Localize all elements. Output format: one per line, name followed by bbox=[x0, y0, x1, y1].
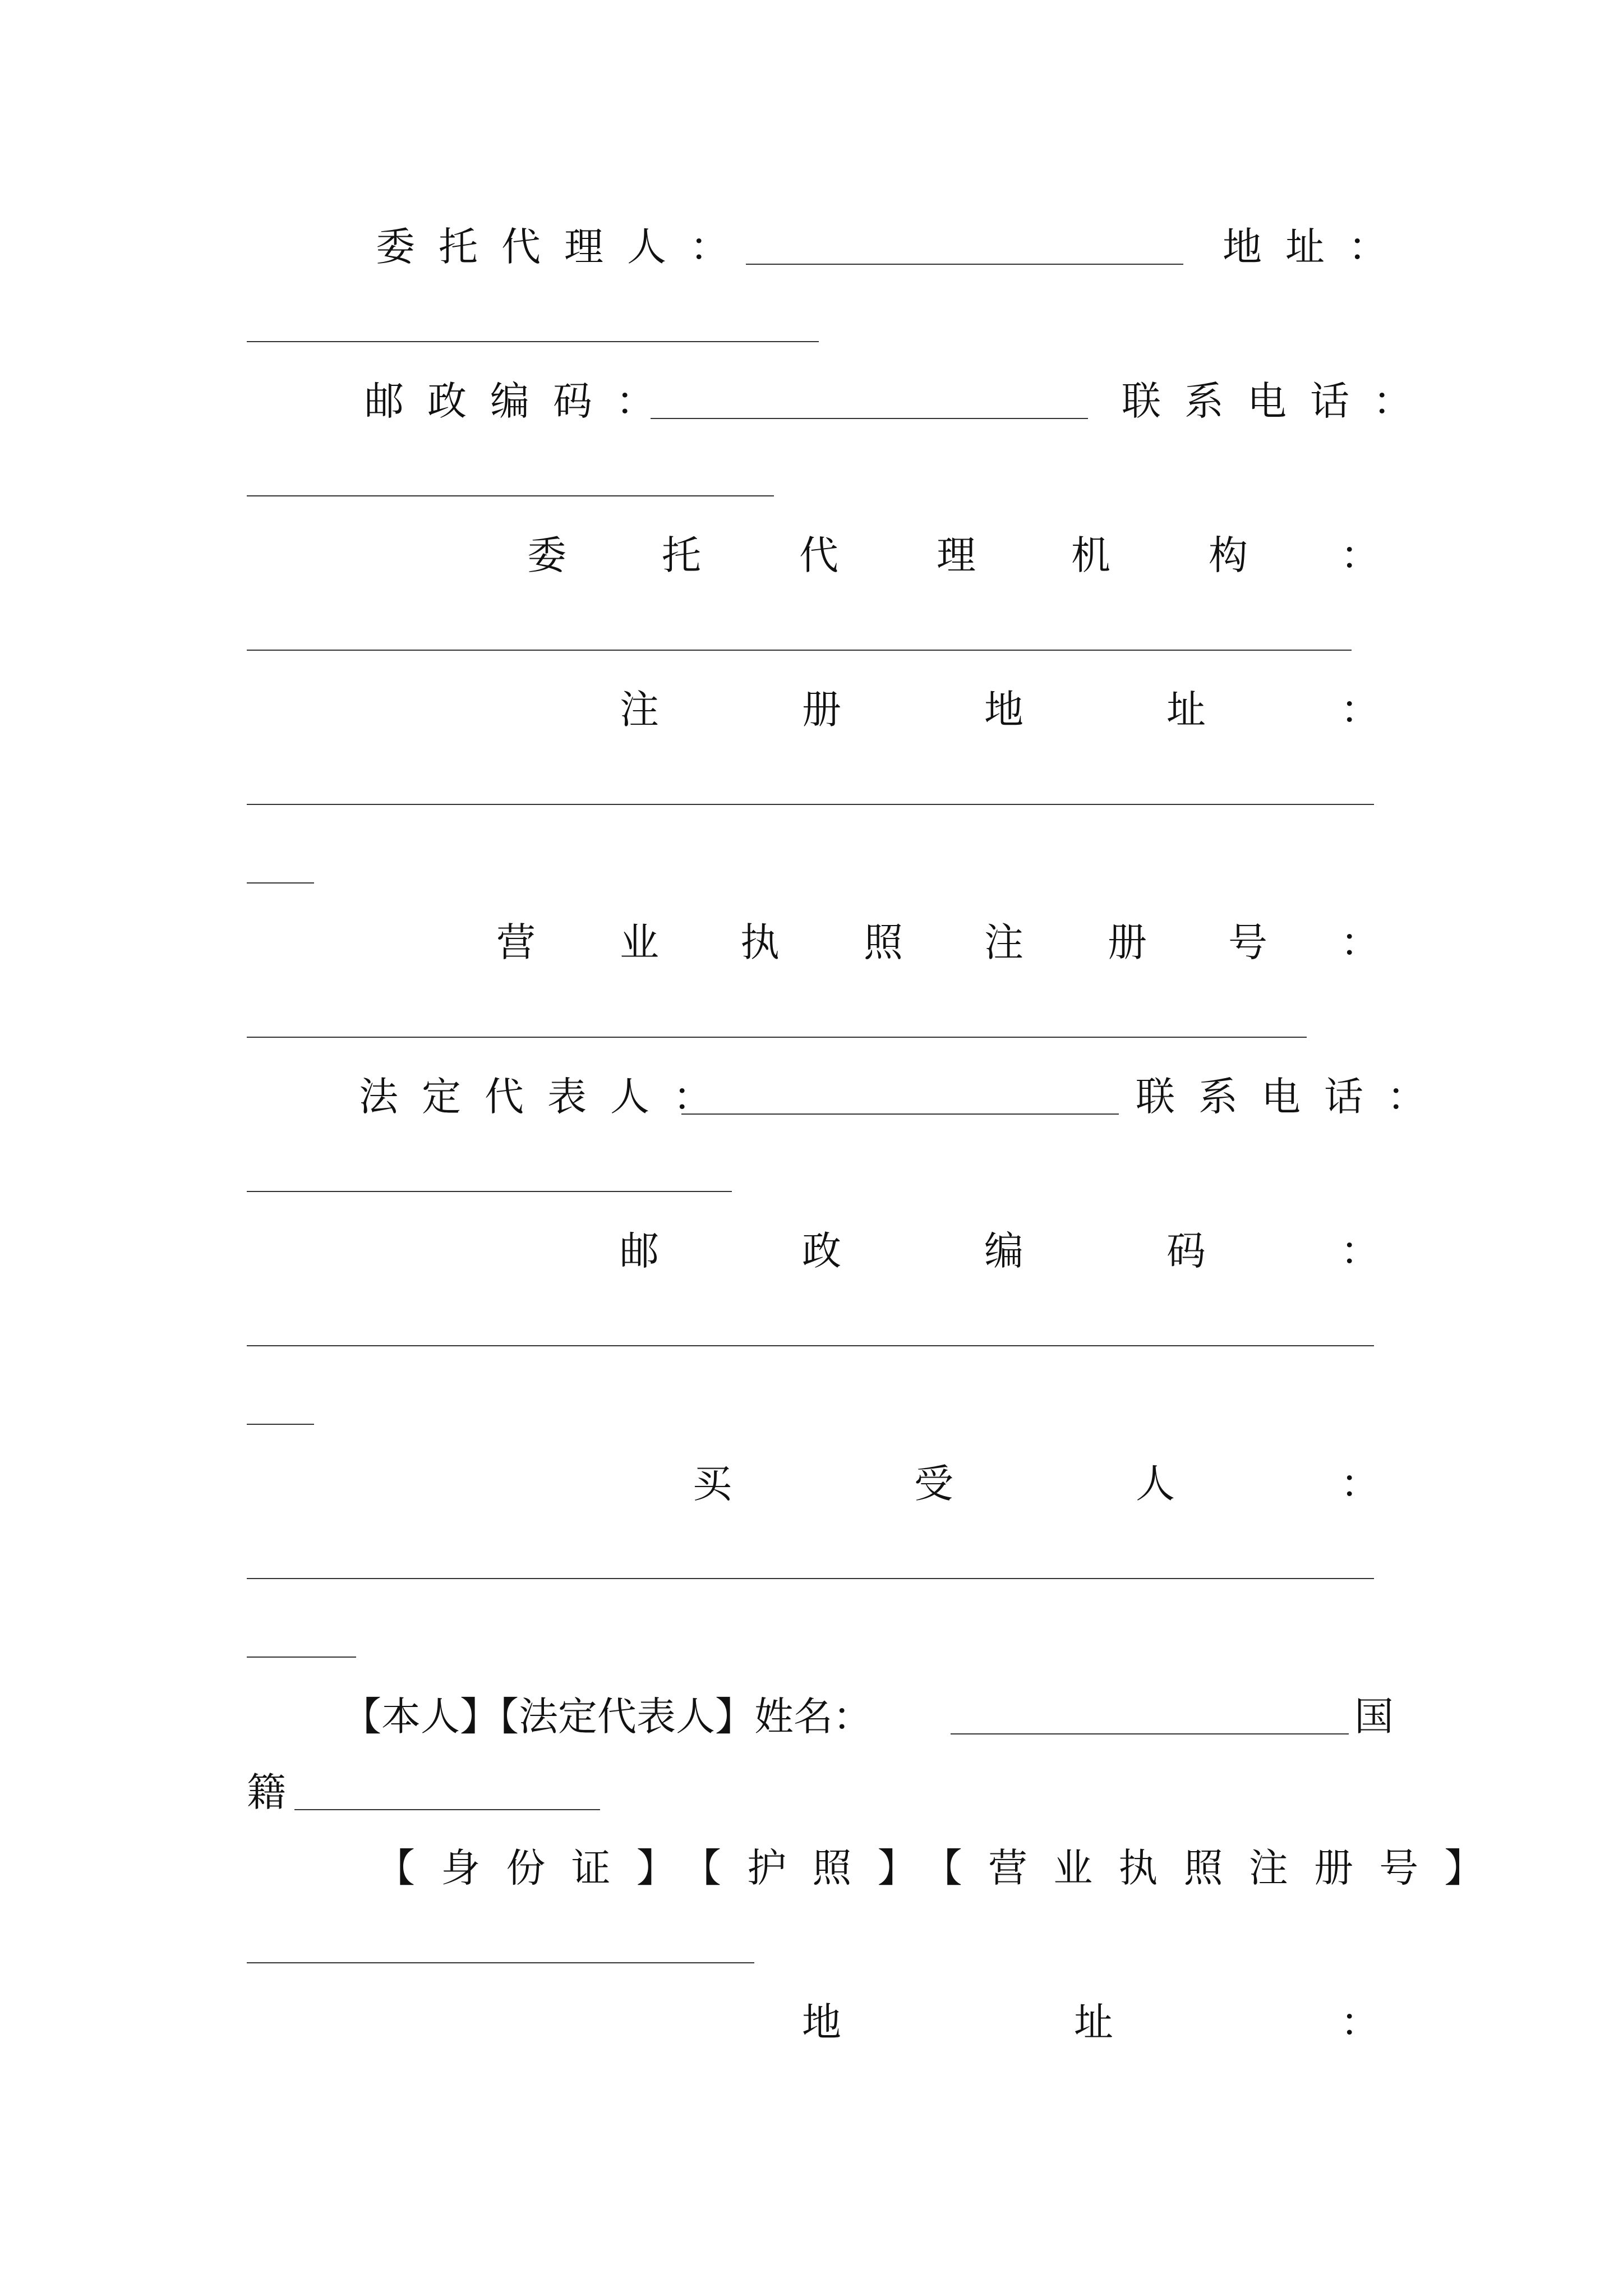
agency-char: 构 bbox=[1209, 532, 1248, 578]
nationality-row bbox=[247, 1759, 1374, 1826]
agent-postal-blank[interactable] bbox=[651, 418, 1088, 419]
nationality-label-end: 籍 bbox=[247, 1769, 286, 1815]
id-docs-label: 【身份证】【护照】【营业执照注册号】 bbox=[376, 1845, 1510, 1891]
agency-char: 委 bbox=[527, 532, 566, 578]
postal-code-char: 码 bbox=[1166, 1228, 1206, 1274]
nationality-blank[interactable] bbox=[294, 1809, 600, 1810]
business-license-char: 号 bbox=[1228, 919, 1267, 965]
buyer-char: ： bbox=[1340, 1461, 1380, 1507]
agent-phone-blank[interactable] bbox=[247, 495, 774, 496]
agency-blank[interactable] bbox=[247, 650, 1352, 651]
registered-address-char: 注 bbox=[620, 687, 659, 733]
buyer-char: 人 bbox=[1136, 1461, 1175, 1507]
postal-code-char: 政 bbox=[802, 1228, 841, 1274]
legal-rep-label: 法定代表人： bbox=[359, 1074, 736, 1120]
registered-address-char: 地 bbox=[984, 687, 1023, 733]
agency-char: 理 bbox=[937, 532, 976, 578]
postal-code-row bbox=[247, 1217, 1380, 1285]
registered-address-char: 址 bbox=[1166, 687, 1206, 733]
agent-address-blank[interactable] bbox=[247, 341, 819, 342]
agency-char: 机 bbox=[1071, 532, 1110, 578]
business-license-char: ： bbox=[1340, 919, 1380, 965]
postal-code-blank[interactable] bbox=[247, 1345, 1374, 1346]
buyer-blank[interactable] bbox=[247, 1578, 1374, 1579]
buyer-address-row bbox=[247, 1989, 1380, 2056]
business-license-char: 照 bbox=[864, 919, 903, 965]
business-license-char: 册 bbox=[1108, 919, 1147, 965]
registered-address-char: ： bbox=[1340, 687, 1380, 733]
legal-rep-phone-blank[interactable] bbox=[247, 1191, 732, 1192]
buyer-char: 受 bbox=[914, 1461, 953, 1507]
agency-char: ： bbox=[1340, 532, 1380, 578]
agency-char: 托 bbox=[662, 532, 701, 578]
id-docs-blank[interactable] bbox=[247, 1962, 754, 1963]
buyer-name-row bbox=[247, 1683, 1394, 1750]
buyer-address-char: 址 bbox=[1074, 1999, 1113, 2045]
agent-address-label: 地址： bbox=[1223, 224, 1411, 270]
buyer-address-char: 地 bbox=[802, 1999, 841, 2045]
registered-address-char: 册 bbox=[802, 687, 841, 733]
postal-code-char: 编 bbox=[984, 1228, 1023, 1274]
postal-code-char: ： bbox=[1340, 1228, 1380, 1274]
buyer-row bbox=[247, 1450, 1380, 1517]
agent-label: 委托代理人： bbox=[376, 224, 753, 270]
agency-row bbox=[247, 522, 1380, 589]
registered-address-blank[interactable] bbox=[247, 804, 1374, 805]
buyer-address-char: ： bbox=[1340, 1999, 1380, 2045]
business-license-char: 营 bbox=[496, 919, 536, 965]
agent-row bbox=[247, 213, 1411, 280]
registered-address-row bbox=[247, 676, 1380, 743]
agent-postal-label: 邮政编码： bbox=[365, 378, 679, 424]
buyer-char: 买 bbox=[693, 1461, 732, 1507]
business-license-blank[interactable] bbox=[247, 1037, 1307, 1038]
buyer-name-blank[interactable] bbox=[951, 1733, 1349, 1734]
business-license-char: 执 bbox=[740, 919, 780, 965]
agency-char: 代 bbox=[799, 532, 838, 578]
agent-name-blank[interactable] bbox=[746, 264, 1183, 265]
postal-code-blank-cont[interactable] bbox=[247, 1424, 314, 1425]
agent-phone-label: 联系电话： bbox=[1122, 378, 1436, 424]
legal-rep-row bbox=[247, 1063, 1450, 1130]
postal-code-char: 邮 bbox=[620, 1228, 659, 1274]
buyer-blank-cont[interactable] bbox=[247, 1657, 356, 1658]
business-license-char: 注 bbox=[984, 919, 1023, 965]
registered-address-blank-cont[interactable] bbox=[247, 882, 314, 884]
nationality-label-start: 国 bbox=[1354, 1694, 1394, 1740]
agent-contact-row bbox=[247, 367, 1436, 435]
legal-rep-phone-label: 联系电话： bbox=[1136, 1074, 1450, 1120]
legal-rep-name-blank[interactable] bbox=[681, 1114, 1119, 1115]
id-docs-row bbox=[247, 1834, 1510, 1902]
business-license-row bbox=[247, 909, 1380, 976]
buyer-name-label: 【本人】【法定代表人】姓名： bbox=[342, 1694, 872, 1740]
business-license-char: 业 bbox=[620, 919, 659, 965]
